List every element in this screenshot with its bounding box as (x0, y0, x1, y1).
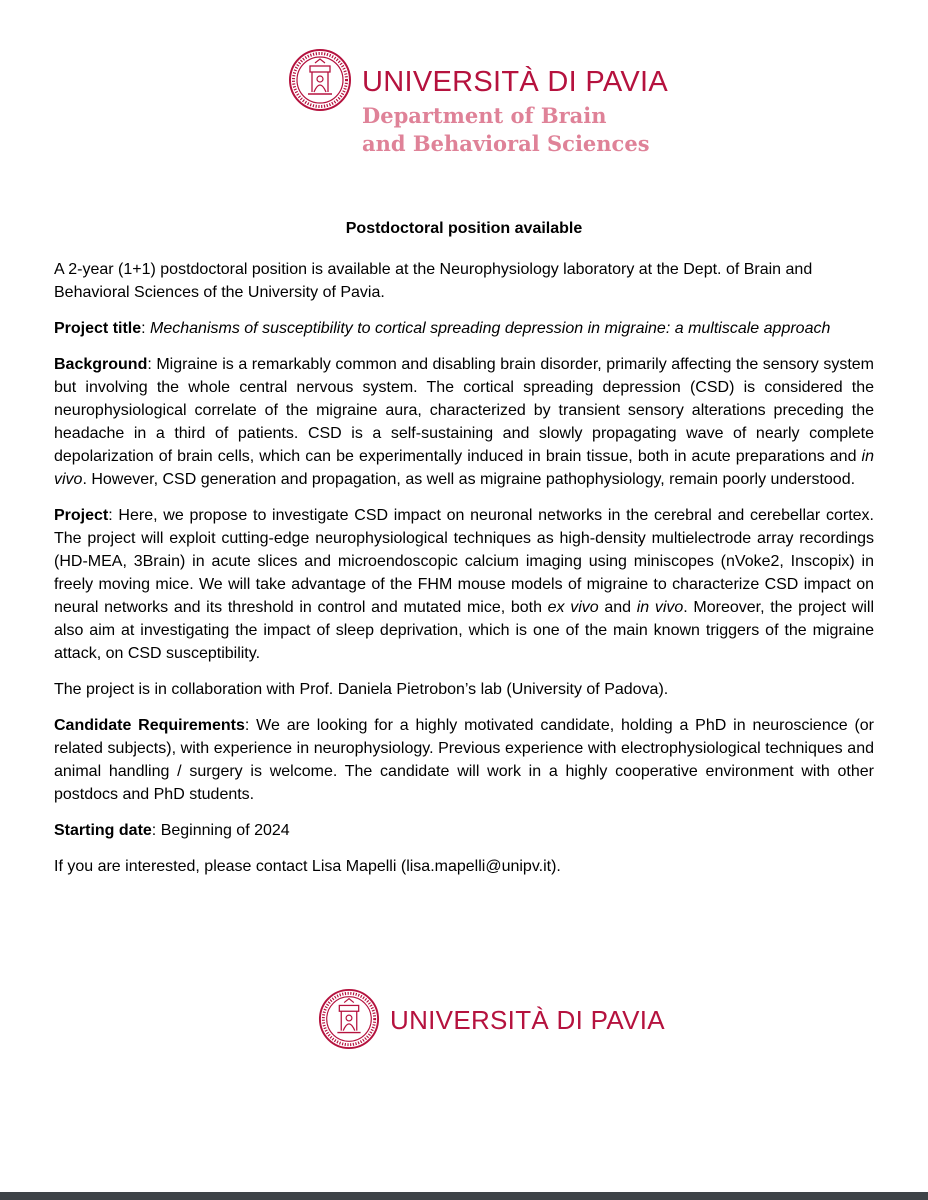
project-paragraph (54, 504, 874, 665)
department-name-line-1: Department of Brain (362, 103, 607, 128)
project-title-separator: : (141, 320, 151, 337)
project-label: Project (54, 507, 109, 524)
window-bottom-edge (0, 1192, 928, 1200)
project-title-label: Project title (54, 320, 142, 337)
background-text-2: . However, CSD generation and propagation, as well as migraine pathophysiology, remain poorly understood. (82, 471, 856, 488)
header-logo (288, 48, 688, 168)
requirements-text: : We are looking for a highly motivated candidate, holding a PhD in neuroscience (or related subjects), with experience in neurophysiology. Previous experience with electrophysiological techniques and animal handling / surgery is welcome. The candidate will work in a highly cooperative environment with other postdocs and PhD students. (54, 717, 875, 803)
background-italic: in vivo (54, 448, 874, 488)
project-title: Mechanisms of susceptibility to cortical spreading depression in migraine: a multiscale approach (150, 320, 831, 337)
contact-paragraph: If you are interested, please contact Lisa Mapelli (lisa.mapelli@unipv.it). (54, 858, 561, 875)
background-paragraph (54, 353, 874, 491)
university-seal-icon (318, 988, 380, 1050)
project-italic-in-vivo: in vivo (636, 599, 684, 616)
requirements-paragraph (54, 714, 874, 806)
department-name-line-2: and Behavioral Sciences (362, 131, 650, 156)
document-body (54, 258, 874, 891)
project-text-1: : Here, we propose to investigate CSD impact on neuronal networks in the cerebral and cerebellar cortex. The project will exploit cutting-edge neurophysiological techniques as high-density multielectrode array recordings (HD-MEA, 3Brain) in acute slices and microendoscopic calcium imaging using miniscopes (nVoke2, Inscopix) in freely moving mice. We will take advantage of the FHM mouse models of migraine to characterize CSD impact on neural networks and its threshold in control and mutated mice, both (54, 507, 874, 616)
requirements-label: Candidate Requirements (54, 717, 245, 734)
footer-logo (318, 986, 665, 1052)
background-label: Background (54, 356, 148, 373)
collaboration-paragraph: The project is in collaboration with Prof. Daniela Pietrobon’s lab (University of Padova). (54, 681, 669, 698)
university-seal-icon (288, 48, 352, 112)
starting-date-text: : Beginning of 2024 (151, 822, 290, 839)
starting-date-label: Starting date (54, 822, 152, 839)
footer-university-name: UNIVERSITÀ DI PAVIA (390, 1005, 665, 1035)
project-title-paragraph (54, 317, 874, 340)
project-and: and (598, 599, 637, 616)
document-heading: Postdoctoral position available (345, 220, 583, 237)
university-name: UNIVERSITÀ DI PAVIA (362, 66, 668, 98)
starting-date-paragraph (54, 819, 874, 842)
project-text-2: . Moreover, the project will also aim at investigating the impact of sleep deprivation, which is one of the main known triggers of the migraine attack, on CSD susceptibility. (54, 599, 875, 662)
background-text-1: : Migraine is a remarkably common and disabling brain disorder, primarily affecting the sensory system but involving the whole central nervous system. The cortical spreading depression (CSD) is considered the neurophysiological correlate of the migraine aura, characterized by transient sensory alterations preceding the headache in a third of patients. CSD is a self-sustaining and slowly propagating wave of nearly complete depolarization of brain cells, which can be experimentally induced in brain tissue, both in acute preparations and (54, 356, 874, 465)
intro-paragraph: A 2-year (1+1) postdoctoral position is available at the Neurophysiology laboratory at the Dept. of Brain and Behavioral Sciences of the University of Pavia. (54, 261, 813, 301)
project-italic-ex-vivo: ex vivo (547, 599, 599, 616)
